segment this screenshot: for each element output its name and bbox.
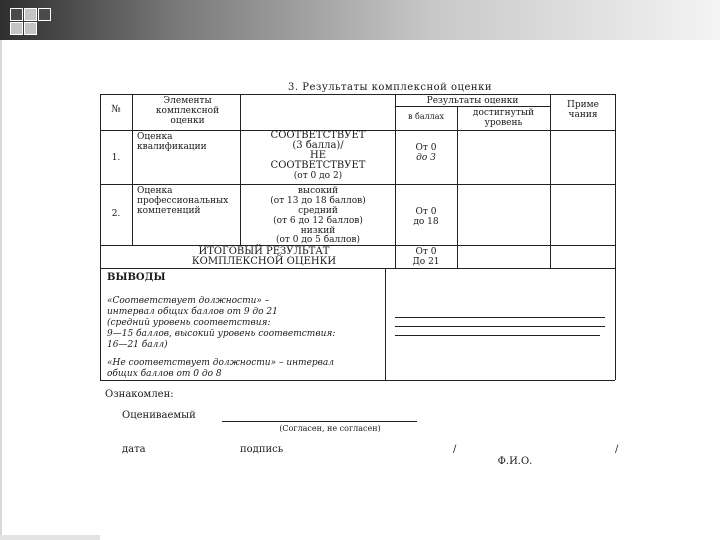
row-criteria-line: низкий bbox=[300, 226, 336, 236]
header-results: Результаты оценки bbox=[426, 96, 519, 106]
table-rule bbox=[100, 380, 615, 381]
row-criteria-line: (3 балла)/ bbox=[292, 140, 344, 151]
left-edge-rule bbox=[0, 40, 2, 540]
table-rule bbox=[100, 94, 101, 380]
header-notes: Приме чания bbox=[567, 100, 599, 120]
row-score: до 3 bbox=[416, 153, 436, 163]
slash-separator: / bbox=[453, 444, 457, 455]
row-criteria-line: НЕ bbox=[309, 150, 327, 161]
table-rule bbox=[100, 184, 615, 185]
conclusion-line: (средний уровень соответствия: bbox=[107, 318, 271, 328]
blank-line bbox=[395, 335, 600, 336]
table-rule bbox=[395, 106, 550, 107]
row-criteria-line: (от 13 до 18 баллов) bbox=[270, 196, 366, 206]
header-square-decoration bbox=[10, 22, 23, 35]
table-rule bbox=[100, 268, 615, 269]
row-score: до 18 bbox=[413, 217, 439, 227]
header-elements: Элементы комплексной оценки bbox=[155, 96, 220, 126]
evaluated-label: Оцениваемый bbox=[122, 410, 196, 421]
row-score: От 0 bbox=[415, 143, 437, 153]
table-rule bbox=[457, 106, 458, 268]
row-score: От 0 bbox=[415, 207, 437, 217]
header-square-decoration bbox=[10, 8, 23, 21]
row-element: Оценка квалификации bbox=[137, 132, 207, 152]
blank-line bbox=[395, 326, 605, 327]
date-label: дата bbox=[122, 444, 146, 455]
total-score: От 0 bbox=[415, 247, 437, 257]
row-criteria-line: (от 0 до 5 баллов) bbox=[276, 235, 360, 245]
signature-label: подпись bbox=[240, 444, 284, 455]
row-criteria-line: СООТВЕТСТВУЕТ bbox=[270, 160, 366, 171]
table-rule bbox=[615, 94, 616, 380]
header-square-decoration bbox=[38, 8, 51, 21]
conclusion-line: общих баллов от 0 до 8 bbox=[107, 369, 222, 379]
conclusion-line: «Не соответствует должности» – интервал bbox=[107, 358, 335, 368]
header-achieved-level: достигнутый уровень bbox=[472, 108, 535, 128]
agree-note: (Согласен, не согласен) bbox=[279, 424, 381, 433]
table-rule bbox=[240, 94, 241, 245]
row-criteria-line: высокий bbox=[297, 186, 339, 196]
bottom-strip bbox=[0, 535, 100, 540]
table-rule bbox=[550, 94, 551, 268]
table-rule bbox=[100, 245, 615, 246]
evaluated-blank-line bbox=[222, 421, 417, 422]
total-score: До 21 bbox=[412, 257, 440, 267]
header-scores: в баллах bbox=[407, 112, 445, 121]
table-rule bbox=[385, 268, 386, 380]
scanned-document bbox=[95, 55, 675, 540]
table-rule bbox=[100, 94, 615, 95]
conclusion-line: «Соответствует должности» – bbox=[107, 296, 270, 306]
row-criteria-line: средний bbox=[298, 206, 338, 216]
total-label: ИТОГОВЫЙ РЕЗУЛЬТАТ bbox=[198, 246, 330, 257]
conclusions-heading: ВЫВОДЫ bbox=[107, 272, 166, 283]
conclusion-line: 9—15 баллов, высокий уровень соответствия: bbox=[107, 329, 336, 339]
header-square-decoration bbox=[24, 22, 37, 35]
header-square-decoration bbox=[24, 8, 37, 21]
conclusion-line: интервал общих баллов от 9 до 21 bbox=[107, 307, 278, 317]
conclusion-line: 16—21 балл) bbox=[107, 340, 168, 350]
row-criteria-line: (от 6 до 12 баллов) bbox=[273, 216, 363, 226]
section-title: 3. Результаты комплексной оценки bbox=[288, 82, 492, 93]
row-criteria-line: СООТВЕТСТВУЕТ bbox=[270, 130, 366, 141]
blank-line bbox=[395, 317, 605, 318]
row-criteria-line: (от 0 до 2) bbox=[293, 171, 343, 181]
acknowledged-label: Ознакомлен: bbox=[105, 389, 174, 400]
slide-header-bar bbox=[0, 0, 720, 40]
row-number: 1. bbox=[111, 153, 121, 163]
row-number: 2. bbox=[111, 209, 121, 219]
table-rule bbox=[132, 94, 133, 245]
row-element: Оценка профессиональных компетенций bbox=[137, 186, 229, 216]
fio-label: Ф.И.О. bbox=[497, 456, 533, 467]
slash-separator: / bbox=[615, 444, 619, 455]
total-label: КОМПЛЕКСНОЙ ОЦЕНКИ bbox=[191, 256, 337, 267]
header-number: № bbox=[111, 104, 121, 115]
